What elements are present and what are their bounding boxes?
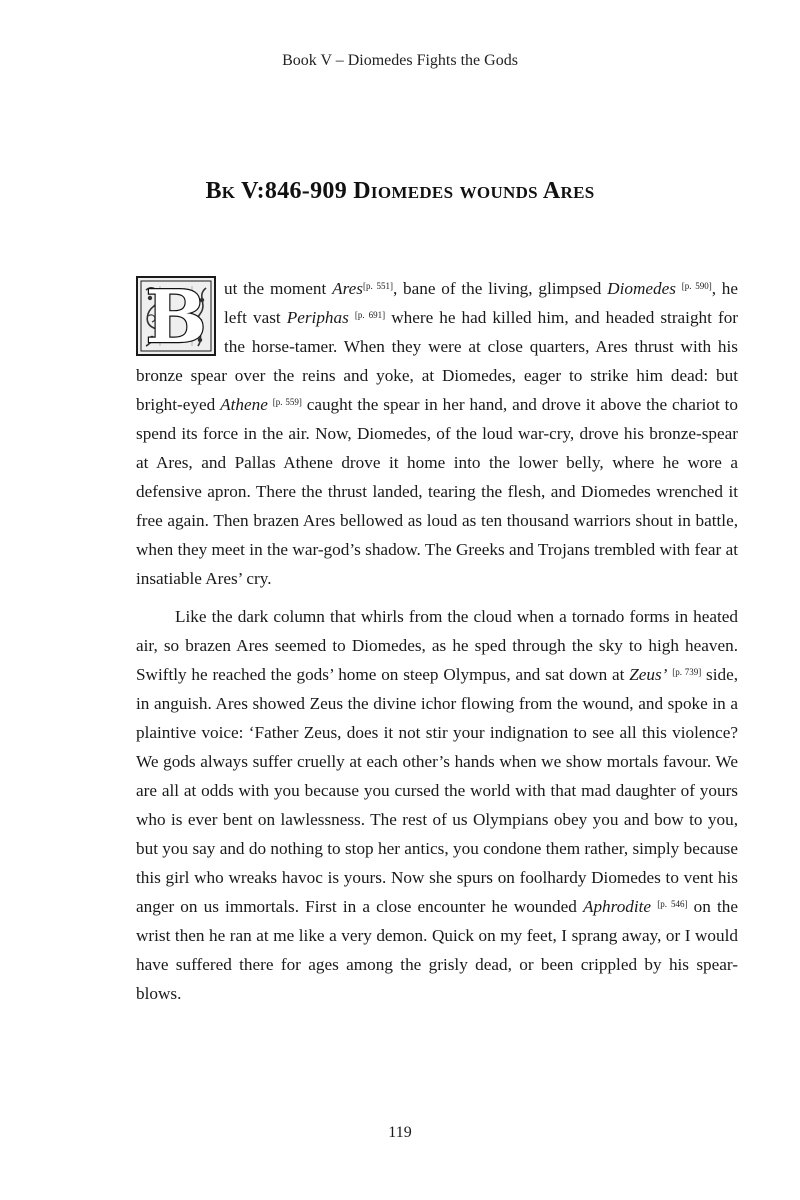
running-head: Book V – Diomedes Fights the Gods: [282, 52, 518, 69]
page-reference: [p. 739]: [672, 667, 702, 677]
name-zeus: Zeus’: [629, 665, 668, 684]
text-run: , bane of the living, glimpsed: [392, 279, 608, 298]
text-run: ut the moment: [224, 279, 333, 298]
page-reference: [p. 559]: [272, 397, 302, 407]
chapter-title: Bk V:846-909 Diomedes wounds Ares: [205, 178, 595, 204]
text-run: side, in anguish. Ares showed Zeus the divine ichor flowing from the wound, and spoke in a plaintive voice: ‘Father Zeus, does it not stir your indignation to see all this violence? We gods always suffer cruelly at each other’s hands when we show mortals favour. We are all at odds with you because you cursed the world with that mad daughter of yours who is ever bent on lawlessness. The rest of us Olympians obey you and bow to you, but you say and do nothing to stop her antics, you condone them rather, simply because this girl who wreaks havoc is yours. Now she spurs on foolhardy Diomedes to vent his anger on us immortals. First in a close encounter he wounded: [136, 665, 739, 916]
page-reference: [p. 691]: [354, 310, 386, 320]
main-text: [136, 274, 738, 1008]
drop-cap-letter: B: [145, 276, 207, 356]
text-run: where he had killed him, and headed straight for the horse-tamer. When they were at close quarters, Ares thrust with his bronze spear over the reins and yoke, at Diomedes, eager to strike him dead: but bright-eyed: [136, 308, 739, 414]
name-aphrodite: Aphrodite: [582, 897, 652, 916]
page-reference: [p. 590]: [681, 281, 712, 291]
name-periphas: Periphas: [286, 308, 349, 327]
paragraph-2: [136, 602, 738, 1008]
text-run: Like the dark column that whirls from the cloud when a tornado forms in heated air, so brazen Ares seemed to Diomedes, as he sped through the sky to high heaven. Swiftly he reached the gods’ home on steep Olympus, and sat down at: [136, 607, 738, 684]
name-diomedes: Diomedes: [607, 279, 676, 298]
paragraph-1: [136, 274, 738, 593]
text-run: on the wrist then he ran at me like a very demon. Quick on my feet, I sprang away, or I would have suffered there for ages among the grisly dead, or been crippled by his spear-blows.: [136, 897, 739, 1003]
text-run: caught the spear in her hand, and drove it above the chariot to spend its force in the air. Now, Diomedes, of the loud war-cry, drove his bronze-spear at Ares, and Pallas Athene drove it home into the lower belly, where he wore a defensive apron. There the thrust landed, tearing the flesh, and Diomedes wrenched it free again. Then brazen Ares bellowed as loud as ten thousand warriors shout in battle, when they meet in the war-god’s shadow. The Greeks and Trojans trembled with fear at insatiable Ares’ cry.: [136, 395, 738, 588]
name-athene: Athene: [220, 395, 268, 414]
name-ares: Ares: [332, 279, 363, 298]
text-run: , he left vast: [224, 279, 739, 327]
page-reference: [p. 546]: [657, 899, 688, 909]
ornamental-drop-cap-icon: [136, 276, 216, 356]
page-number: 119: [388, 1124, 412, 1141]
page-reference: [p. 551]: [362, 281, 393, 291]
